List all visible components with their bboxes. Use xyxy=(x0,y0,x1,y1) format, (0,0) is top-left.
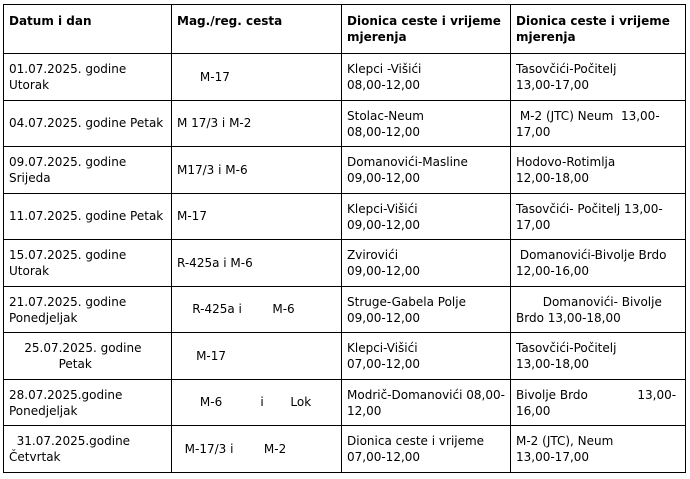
table-row xyxy=(4,379,686,426)
section-cell-1: Struge-Gabela Polje 09,00-12,00 xyxy=(342,286,511,333)
date-cell: 15.07.2025. godine Utorak xyxy=(4,240,172,287)
header-section-time-1: Dionica ceste i vrijeme mjerenja xyxy=(342,5,511,54)
measurement-schedule-table xyxy=(3,4,686,473)
section-cell-2: Tasovčići-Počitelj 13,00-18,00 xyxy=(511,333,686,380)
table-row xyxy=(4,147,686,194)
road-cell: R-425a i M-6 xyxy=(172,286,342,333)
date-cell: 31.07.2025.godine Četvrtak xyxy=(4,426,172,473)
date-cell: 21.07.2025. godine Ponedjeljak xyxy=(4,286,172,333)
road-cell: M-17 xyxy=(172,333,342,380)
section-cell-1: Modrič-Domanovići 08,00-12,00 xyxy=(342,379,511,426)
section-cell-1: Klepci-Višići 07,00-12,00 xyxy=(342,333,511,380)
road-cell: M-17 xyxy=(172,54,342,101)
date-cell: 28.07.2025.godine Ponedjeljak xyxy=(4,379,172,426)
section-cell-1: Stolac-Neum 08,00-12,00 xyxy=(342,100,511,147)
table-row xyxy=(4,426,686,473)
section-cell-2: Tasovčići- Počitelj 13,00-17,00 xyxy=(511,193,686,240)
section-cell-2: Bivolje Brdo 13,00-16,00 xyxy=(511,379,686,426)
date-cell: 01.07.2025. godine Utorak xyxy=(4,54,172,101)
header-road: Mag./reg. cesta xyxy=(172,5,342,54)
header-date-day: Datum i dan xyxy=(4,5,172,54)
date-cell: 04.07.2025. godine Petak xyxy=(4,100,172,147)
date-cell: 11.07.2025. godine Petak xyxy=(4,193,172,240)
road-cell: M-6 i Lok xyxy=(172,379,342,426)
header-row xyxy=(4,5,686,54)
section-cell-1: Zvirovići 09,00-12,00 xyxy=(342,240,511,287)
table-row xyxy=(4,100,686,147)
date-cell: 25.07.2025. godine Petak xyxy=(4,333,172,380)
section-cell-2: Tasovčići-Počitelj 13,00-17,00 xyxy=(511,54,686,101)
road-cell: M-17/3 i M-2 xyxy=(172,426,342,473)
section-cell-1: Dionica ceste i vrijeme 07,00-12,00 xyxy=(342,426,511,473)
table-row xyxy=(4,193,686,240)
table-row xyxy=(4,333,686,380)
section-cell-1: Klepci -Višići 08,00-12,00 xyxy=(342,54,511,101)
section-cell-2: Domanovići- Bivolje Brdo 13,00-18,00 xyxy=(511,286,686,333)
road-cell: R-425a i M-6 xyxy=(172,240,342,287)
section-cell-2: Hodovo-Rotimlja 12,00-18,00 xyxy=(511,147,686,194)
section-cell-2: M-2 (JTC) Neum 13,00-17,00 xyxy=(511,100,686,147)
section-cell-1: Domanovići-Masline 09,00-12,00 xyxy=(342,147,511,194)
table-row xyxy=(4,240,686,287)
road-cell: M17/3 i M-6 xyxy=(172,147,342,194)
road-cell: M-17 xyxy=(172,193,342,240)
section-cell-2: M-2 (JTC), Neum 13,00-17,00 xyxy=(511,426,686,473)
date-cell: 09.07.2025. godine Srijeda xyxy=(4,147,172,194)
table-row xyxy=(4,286,686,333)
section-cell-1: Klepci-Višići 09,00-12,00 xyxy=(342,193,511,240)
section-cell-2: Domanovići-Bivolje Brdo 12,00-16,00 xyxy=(511,240,686,287)
road-cell: M 17/3 i M-2 xyxy=(172,100,342,147)
header-section-time-2: Dionica ceste i vrijeme mjerenja xyxy=(511,5,686,54)
table-row xyxy=(4,54,686,101)
